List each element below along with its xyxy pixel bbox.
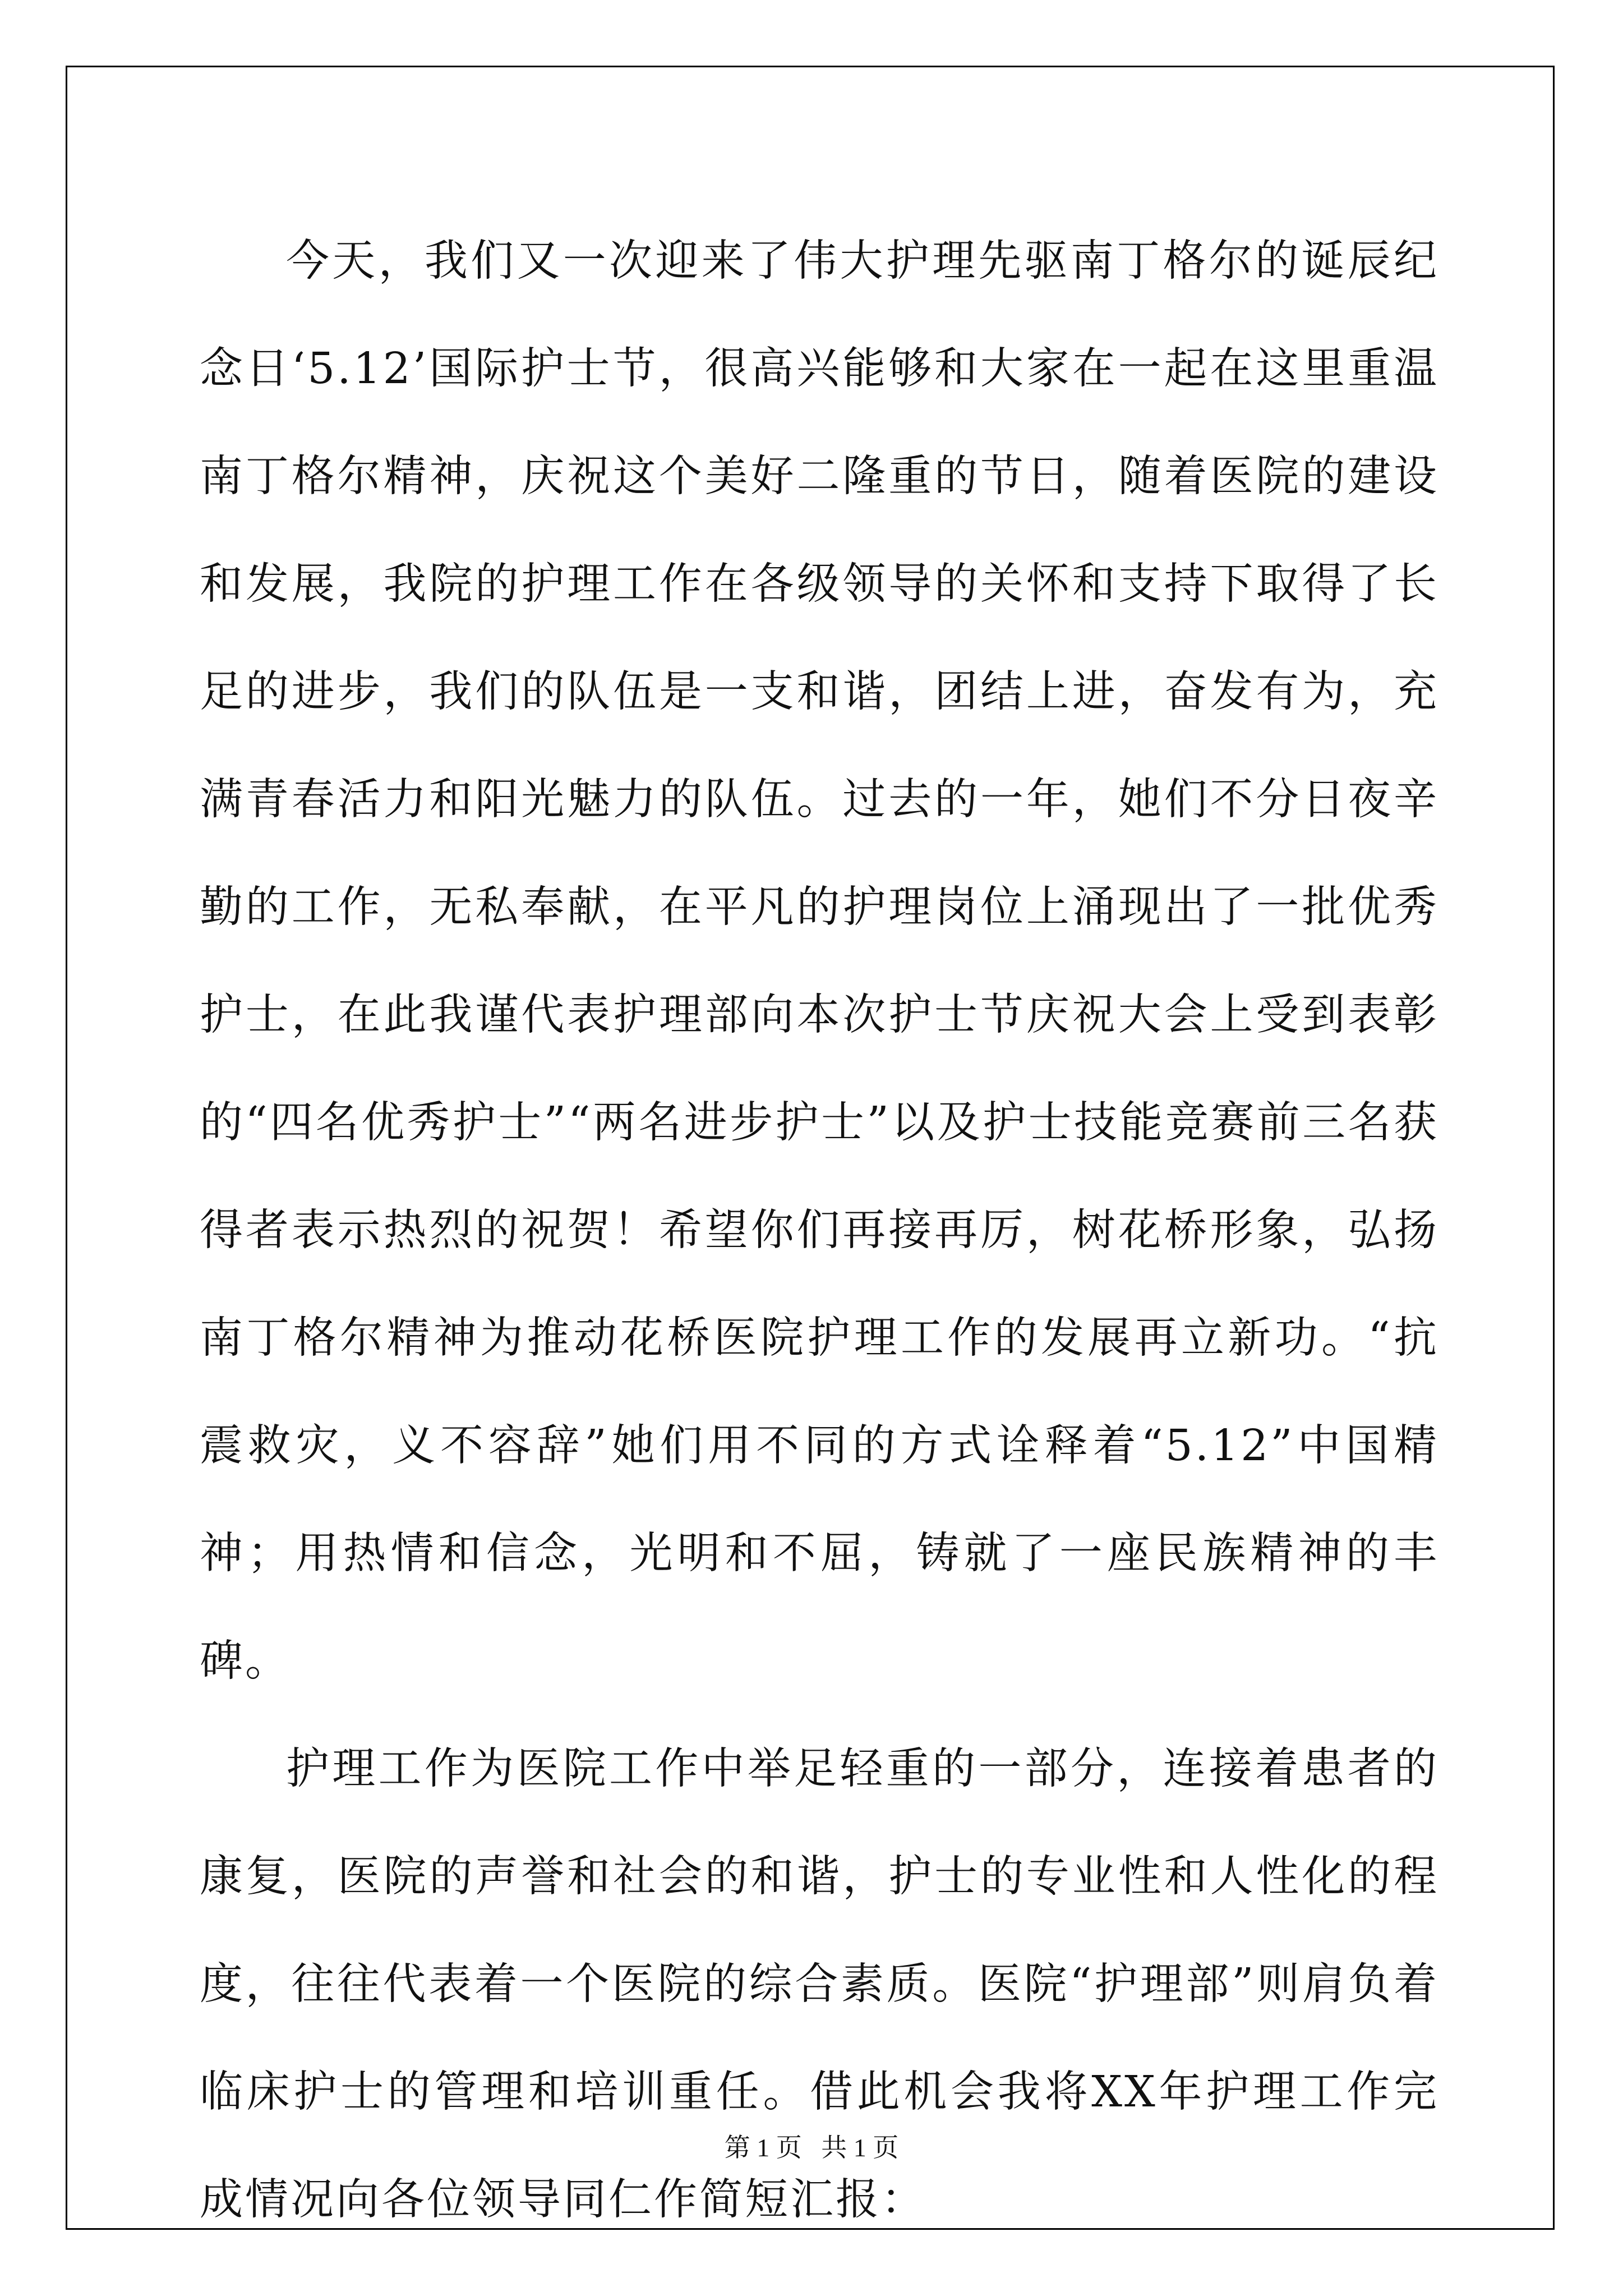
paragraph-1: 今天，我们又一次迎来了伟大护理先驱南丁格尔的诞辰纪念日‘5.12’国际护士节，很高兴能够和大家在一起在这里重温南丁格尔精神，庆祝这个美好二隆重的节日，随着医院的建设和发展，我院的护理工作在各级领导的关怀和支持下取得了长足的进步，我们的队伍是一支和谐，团结上进，奋发有为，充满青春活力和阳光魅力的队伍。过去的一年，她们不分日夜辛勤的工作，无私奉献，在平凡的护理岗位上涌现出了一批优秀护士，在此我谨代表护理部向本次护士节庆祝大会上受到表彰的“四名优秀护士”“两名进步护士”以及护士技能竞赛前三名获得者表示热烈的祝贺！希望你们再接再厉，树花桥形象，弘扬南丁格尔精神为推动花桥医院护理工作的发展再立新功。“抗震救灾，义不容辞”她们用不同的方式诠释着“5.12”中国精神；用热情和信念，光明和不屈，铸就了一座民族精神的丰碑。 xyxy=(200,236,1439,1686)
document-body xyxy=(200,208,1439,2254)
paragraph-2: 护理工作为医院工作中举足轻重的一部分，连接着患者的康复，医院的声誉和社会的和谐，护士的专业性和人性化的程度，往往代表着一个医院的综合素质。医院“护理部”则肩负着临床护士的管理和培训重任。借此机会我将XX年护理工作完成情况向各位领导同仁作简短汇报： xyxy=(200,1744,1439,2225)
page-footer: 第 1 页 共 1 页 xyxy=(724,2133,899,2162)
